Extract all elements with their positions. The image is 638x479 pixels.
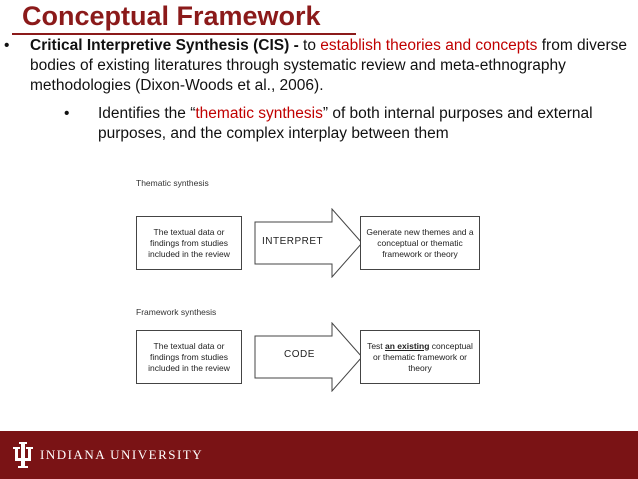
framework-label: Framework synthesis [136,307,217,317]
title-underline [12,33,356,35]
cis-to: to [298,37,321,54]
framework-input-box: The textual data or findings from studies included in the review [136,330,242,384]
bullet-thematic [64,104,619,144]
code-label: CODE [284,349,315,360]
thematic-label: Thematic synthesis [136,178,209,188]
slide-title: Conceptual Framework [22,1,321,31]
thematic-highlight: thematic synthesis [195,105,323,122]
thematic-post: ” of both internal purposes and external purposes, and the complex interplay between them [98,105,593,142]
synthesis-diagram [122,168,522,388]
iu-trident-logo-icon [12,439,34,471]
framework-output-pre: Test [367,340,386,351]
framework-output-box [360,330,480,384]
thematic-input-box: The textual data or findings from studies included in the review [136,216,242,270]
framework-output-post: conceptual or thematic framework or theory [373,340,473,373]
bullet-marker: • [4,37,10,54]
bullet-cis [4,36,629,96]
university-name: INDIANA UNIVERSITY [40,447,204,462]
bullet-cis-text [30,36,629,96]
interpret-label: INTERPRET [262,236,324,247]
bullet-thematic-text [98,104,619,144]
cis-highlight: establish theories and concepts [320,37,538,54]
cis-rest: from diverse bodies of existing literatures through systematic review and meta-ethnography methodologies (Dixon-Woods et al., 2006). [30,37,628,94]
framework-output-emphasis: an existing [385,340,430,351]
thematic-output-box: Generate new themes and a conceptual or thematic framework or theory [360,216,480,270]
sub-bullet-marker: • [64,105,70,122]
framework-output-text [363,341,477,374]
thematic-pre: Identifies the “ [98,105,196,122]
cis-term: Critical Interpretive Synthesis (CIS) - [30,37,299,54]
footer-bar [0,431,638,479]
